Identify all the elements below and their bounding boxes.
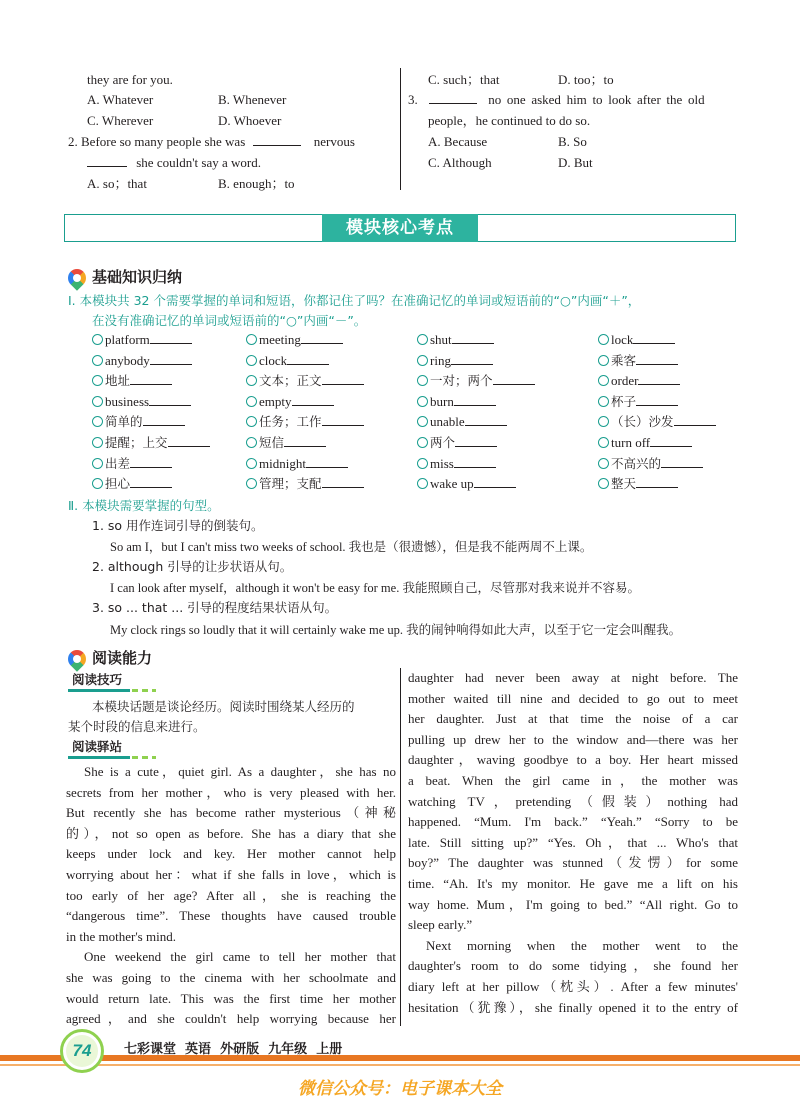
vocab-text: meeting bbox=[259, 332, 301, 347]
question-3-number: 3. bbox=[408, 92, 418, 107]
mark-circle-icon[interactable] bbox=[246, 416, 257, 427]
option-b-whenever: B. Whenever bbox=[218, 92, 287, 107]
vocab-text: 管理；支配 bbox=[259, 476, 322, 492]
option-c-although: C. Although bbox=[428, 155, 492, 170]
location-pin-icon bbox=[64, 265, 89, 290]
footer-bar-thin bbox=[0, 1064, 800, 1066]
vocab-item bbox=[598, 330, 675, 350]
page-number-badge bbox=[60, 1029, 104, 1073]
vocab-item bbox=[598, 371, 680, 391]
passage-line: watching TV，pretending（假装）nothing had bbox=[408, 793, 738, 809]
passage-line: One weekend the girl came to tell her mother that bbox=[84, 949, 396, 965]
option-c-such-that: C. such；that bbox=[428, 72, 500, 87]
vocab-item bbox=[246, 433, 326, 453]
question-3-line-1 bbox=[408, 90, 705, 110]
instruction-2: Ⅱ. 本模块需要掌握的句型。 bbox=[68, 498, 220, 513]
passage-line: keeps under lock and key. Her mother cannot help bbox=[66, 846, 396, 862]
passage-line: too early of her age? After all，she is reaching the bbox=[66, 887, 396, 903]
mark-circle-icon[interactable] bbox=[92, 478, 103, 489]
answer-line bbox=[661, 456, 703, 468]
vocab-text: shut bbox=[430, 332, 452, 347]
answer-line bbox=[638, 373, 680, 385]
vocab-text: 提醒；上交 bbox=[105, 435, 168, 450]
passage-line: agreed，and she couldn't help worrying because her bbox=[66, 1011, 396, 1027]
vocab-item bbox=[598, 454, 703, 474]
mark-circle-icon[interactable] bbox=[246, 437, 257, 448]
vocab-text: wake up bbox=[430, 476, 474, 492]
watermark-text: 微信公众号：电子课本大全 bbox=[298, 1079, 502, 1099]
passage-line: in the mother's mind. bbox=[66, 928, 176, 944]
option-c-wherever: C. Wherever bbox=[87, 113, 154, 128]
reading-tip-line-2: 某个时段的信息来进行。 bbox=[68, 719, 206, 734]
answer-line bbox=[306, 456, 348, 468]
question-2-text: 2. Before so many people she was bbox=[68, 134, 246, 149]
passage-line: mother waited till nine and decided to go out to meet bbox=[408, 690, 738, 706]
mark-circle-icon[interactable] bbox=[246, 355, 257, 366]
sentence-example-2: I can look after myself，although it won't be easy for me. 我能照顾自己，尽管那对我来说并不容易。 bbox=[110, 581, 640, 595]
vocab-text: empty bbox=[259, 393, 292, 409]
vocab-text: burn bbox=[430, 393, 454, 409]
mark-circle-icon[interactable] bbox=[92, 355, 103, 366]
answer-line bbox=[636, 394, 678, 406]
vocab-item bbox=[246, 412, 364, 432]
mark-circle-icon[interactable] bbox=[246, 458, 257, 469]
vocab-item bbox=[246, 454, 348, 474]
reading-station-tag: 阅读驿站 bbox=[72, 739, 123, 754]
vocab-text: 文本；正文 bbox=[259, 373, 322, 389]
vocab-text: 任务；工作 bbox=[259, 414, 322, 430]
answer-line bbox=[650, 435, 692, 447]
passage-line: But recently she has become rather mysterious（神秘 bbox=[66, 805, 396, 821]
answer-blank bbox=[429, 91, 477, 104]
answer-blank bbox=[87, 154, 127, 167]
vocab-item bbox=[598, 351, 678, 371]
mark-circle-icon[interactable] bbox=[246, 334, 257, 345]
mark-circle-icon[interactable] bbox=[598, 458, 609, 469]
module-banner-title: 模块核心考点 bbox=[322, 214, 478, 242]
reading-column-divider bbox=[400, 668, 401, 1026]
passage-line: happened. “Mum. I'm back.” “Yeah.” “Sorry to be bbox=[408, 814, 738, 830]
vocab-text: 不高兴的 bbox=[611, 455, 662, 471]
sentence-pattern-2: 2. although 引导的让步状语从句。 bbox=[92, 559, 293, 574]
vocab-item bbox=[92, 371, 172, 391]
tag-dots bbox=[132, 756, 156, 759]
vocab-item bbox=[598, 474, 678, 494]
passage-line: secrets from her mother，who is very pleased with her. bbox=[66, 784, 396, 800]
answer-line bbox=[474, 476, 516, 488]
passage-line: daughter had never been away at night before. The bbox=[408, 670, 738, 685]
answer-line bbox=[284, 435, 326, 447]
answer-line bbox=[454, 456, 496, 468]
passage-line: would return late. This was the first time her mother bbox=[66, 990, 396, 1006]
vocab-item bbox=[246, 330, 343, 350]
mark-circle-icon[interactable] bbox=[598, 355, 609, 366]
vocab-item bbox=[598, 392, 678, 412]
vocab-text: 地址 bbox=[105, 373, 131, 389]
mark-circle-icon[interactable] bbox=[246, 375, 257, 386]
page-number-inner: 74 bbox=[66, 1035, 98, 1067]
vocab-item bbox=[92, 433, 210, 453]
mark-circle-icon[interactable] bbox=[417, 334, 428, 345]
mark-circle-icon[interactable] bbox=[598, 478, 609, 489]
passage-line: late. Still sitting up?” “Yes. Oh，that ... Who's that bbox=[408, 834, 738, 850]
vocab-item bbox=[92, 351, 192, 371]
vocab-item bbox=[246, 371, 364, 391]
mark-circle-icon[interactable] bbox=[246, 396, 257, 407]
vocab-text: lock bbox=[611, 332, 634, 347]
answer-line bbox=[322, 476, 364, 488]
answer-line bbox=[168, 435, 210, 447]
answer-line bbox=[636, 353, 678, 365]
passage-line: boy?” The daughter was stunned（发愣）for some bbox=[408, 855, 738, 871]
answer-line bbox=[149, 394, 191, 406]
sentence-example-3: My clock rings so loudly that it will certainly wake me up. 我的闹钟响得如此大声，以至于它一定会叫醒我。 bbox=[110, 623, 682, 637]
question-2-text-2: she couldn't say a word. bbox=[136, 155, 261, 170]
mark-circle-icon[interactable] bbox=[598, 416, 609, 427]
option-d-but: D. But bbox=[558, 155, 593, 170]
answer-line bbox=[287, 353, 329, 365]
vocab-text: 出差 bbox=[105, 455, 131, 471]
passage-line: pulling up drew her to the window and—there was her bbox=[408, 731, 738, 747]
reading-tip-line-1: 本模块话题是谈论经历。阅读时围绕某人经历的 bbox=[92, 699, 355, 714]
vocab-text: unable bbox=[430, 414, 465, 430]
vocab-text: 杯子 bbox=[611, 393, 637, 409]
question-3-line-2: people，he continued to do so. bbox=[428, 113, 591, 128]
passage-line: way home. Mum，I'm going to bed.” “All right. Go to bbox=[408, 896, 738, 912]
mark-circle-icon[interactable] bbox=[92, 416, 103, 427]
vocab-item bbox=[417, 454, 496, 474]
vocab-text: 乘客 bbox=[611, 352, 637, 368]
passage-line: sleep early.” bbox=[408, 917, 473, 933]
vocab-item bbox=[246, 351, 329, 371]
answer-line bbox=[674, 414, 716, 426]
answer-line bbox=[454, 394, 496, 406]
top-column-divider bbox=[400, 68, 401, 190]
vocab-text: 整天 bbox=[611, 476, 637, 492]
mark-circle-icon[interactable] bbox=[417, 437, 428, 448]
mark-circle-icon[interactable] bbox=[417, 375, 428, 386]
vocab-text: miss bbox=[430, 455, 454, 471]
mark-circle-icon[interactable] bbox=[92, 375, 103, 386]
option-a-whatever: A. Whatever bbox=[87, 92, 154, 107]
option-a-because: A. Because bbox=[428, 134, 488, 149]
vocab-item bbox=[92, 454, 172, 474]
vocab-item bbox=[417, 351, 493, 371]
passage-line: her daughter. Just at that time the noise of a car bbox=[408, 711, 738, 727]
top-left-line-1: they are for you. bbox=[87, 72, 173, 87]
sentence-example-1: So am I，but I can't miss two weeks of school. 我也是（很遗憾），但是我不能两周不上课。 bbox=[110, 540, 593, 554]
option-d-whoever: D. Whoever bbox=[218, 113, 282, 128]
answer-line bbox=[455, 435, 497, 447]
vocab-item bbox=[92, 330, 192, 350]
vocab-item bbox=[92, 392, 191, 412]
answer-line bbox=[493, 373, 535, 385]
vocab-item bbox=[92, 412, 185, 432]
vocab-item bbox=[417, 474, 516, 494]
answer-line bbox=[465, 414, 507, 426]
instruction-1-line-1: Ⅰ. 本模块共 32 个需要掌握的单词和短语，你都记住了吗？在准确记忆的单词或短语前的“○”内画“＋”， bbox=[68, 293, 641, 308]
vocab-text: clock bbox=[259, 352, 288, 368]
vocab-item bbox=[598, 412, 716, 432]
vocab-item bbox=[246, 474, 364, 494]
mark-circle-icon[interactable] bbox=[246, 478, 257, 489]
answer-line bbox=[150, 332, 192, 344]
passage-line: Next morning when the mother went to the bbox=[426, 937, 738, 953]
passage-line: time. “Ah. It's my monitor. He gave me a lift on his bbox=[408, 876, 738, 891]
passage-line: “dangerous time”. These thoughts have caused trouble bbox=[66, 908, 396, 924]
vocab-text: （长）沙发 bbox=[611, 414, 674, 430]
answer-line bbox=[130, 476, 172, 488]
answer-line bbox=[322, 373, 364, 385]
vocab-text: 担心 bbox=[105, 476, 131, 492]
answer-line bbox=[130, 373, 172, 385]
mark-circle-icon[interactable] bbox=[417, 478, 428, 489]
vocab-text: ring bbox=[430, 352, 451, 368]
vocab-item bbox=[92, 474, 172, 494]
vocab-item bbox=[417, 330, 494, 350]
mark-circle-icon[interactable] bbox=[598, 375, 609, 386]
vocab-text: 简单的 bbox=[105, 414, 143, 430]
mark-circle-icon[interactable] bbox=[92, 334, 103, 345]
mark-circle-icon[interactable] bbox=[92, 437, 103, 448]
vocab-text: platform bbox=[105, 332, 150, 347]
tag-underline bbox=[68, 756, 130, 759]
vocab-text: business bbox=[105, 393, 150, 409]
book-title: 七彩课堂 英语 外研版 九年级 上册 bbox=[124, 1042, 343, 1057]
passage-line: a beat. When the girl came in，the mother was bbox=[408, 773, 738, 788]
tag-underline bbox=[68, 689, 130, 692]
vocab-item bbox=[417, 433, 497, 453]
vocab-item bbox=[417, 392, 496, 412]
vocab-item bbox=[598, 433, 692, 453]
mark-circle-icon[interactable] bbox=[598, 437, 609, 448]
section-title-reading: 阅读能力 bbox=[92, 649, 153, 667]
mark-circle-icon[interactable] bbox=[92, 458, 103, 469]
tag-dots bbox=[132, 689, 156, 692]
question-2-text-end: nervous bbox=[313, 134, 355, 149]
answer-line bbox=[301, 332, 343, 344]
vocab-text: 短信 bbox=[259, 435, 285, 450]
sentence-pattern-1: 1. so 用作连词引导的倒装句。 bbox=[92, 518, 264, 533]
mark-circle-icon[interactable] bbox=[598, 334, 609, 345]
vocab-text: midnight bbox=[259, 455, 306, 471]
mark-circle-icon[interactable] bbox=[417, 416, 428, 427]
location-pin-icon bbox=[64, 646, 89, 671]
passage-line: daughter's room to do some tidying，she found her bbox=[408, 958, 738, 974]
question-3-text: no one asked him to look after the old bbox=[488, 92, 705, 107]
question-2-line-1 bbox=[68, 132, 355, 152]
vocab-text: anybody bbox=[105, 352, 150, 368]
mark-circle-icon[interactable] bbox=[92, 396, 103, 407]
vocab-text: 两个 bbox=[430, 435, 456, 450]
answer-line bbox=[636, 476, 678, 488]
passage-line: hesitation（犹豫），she finally opened it to the entry of bbox=[408, 999, 738, 1015]
mark-circle-icon[interactable] bbox=[417, 355, 428, 366]
mark-circle-icon[interactable] bbox=[598, 396, 609, 407]
vocab-text: order bbox=[611, 373, 639, 389]
question-2-line-2 bbox=[87, 153, 261, 173]
answer-blank bbox=[253, 133, 301, 146]
footer-bar bbox=[0, 1055, 800, 1061]
answer-line bbox=[143, 414, 185, 426]
answer-line bbox=[633, 332, 675, 344]
option-b-so: B. So bbox=[558, 134, 587, 149]
vocab-text: turn off bbox=[611, 435, 651, 450]
vocab-item bbox=[417, 371, 535, 391]
answer-line bbox=[322, 414, 364, 426]
reading-skills-tag: 阅读技巧 bbox=[72, 672, 123, 687]
passage-line: daughter，waving goodbye to a boy. Her heart missed bbox=[408, 752, 738, 768]
mark-circle-icon[interactable] bbox=[417, 458, 428, 469]
passage-line: diary left at her pillow（枕头）. After a few minutes' bbox=[408, 979, 738, 994]
option-a-so-that: A. so；that bbox=[87, 176, 147, 191]
vocab-text: 一对；两个 bbox=[430, 373, 493, 389]
passage-line: worrying about her：what if she falls in love，which is bbox=[66, 867, 396, 882]
answer-line bbox=[451, 353, 493, 365]
passage-line: she was going to the cinema with her schoolmate and bbox=[66, 970, 396, 985]
answer-line bbox=[292, 394, 334, 406]
vocab-item bbox=[246, 392, 334, 412]
mark-circle-icon[interactable] bbox=[417, 396, 428, 407]
vocab-item bbox=[417, 412, 507, 432]
passage-line: She is a cute，quiet girl. As a daughter，she has no bbox=[84, 764, 396, 779]
section-title-basics: 基础知识归纳 bbox=[92, 268, 183, 286]
passage-line: 的），not so open as before. She has a diary that she bbox=[66, 825, 396, 841]
sentence-pattern-3: 3. so ... that ... 引导的程度结果状语从句。 bbox=[92, 600, 338, 615]
answer-line bbox=[150, 353, 192, 365]
option-b-enough-to: B. enough；to bbox=[218, 176, 295, 191]
answer-line bbox=[130, 456, 172, 468]
instruction-1-line-2: 在没有准确记忆的单词或短语前的“○”内画“－”。 bbox=[92, 313, 367, 328]
answer-line bbox=[452, 332, 494, 344]
option-d-too-to: D. too；to bbox=[558, 72, 614, 87]
